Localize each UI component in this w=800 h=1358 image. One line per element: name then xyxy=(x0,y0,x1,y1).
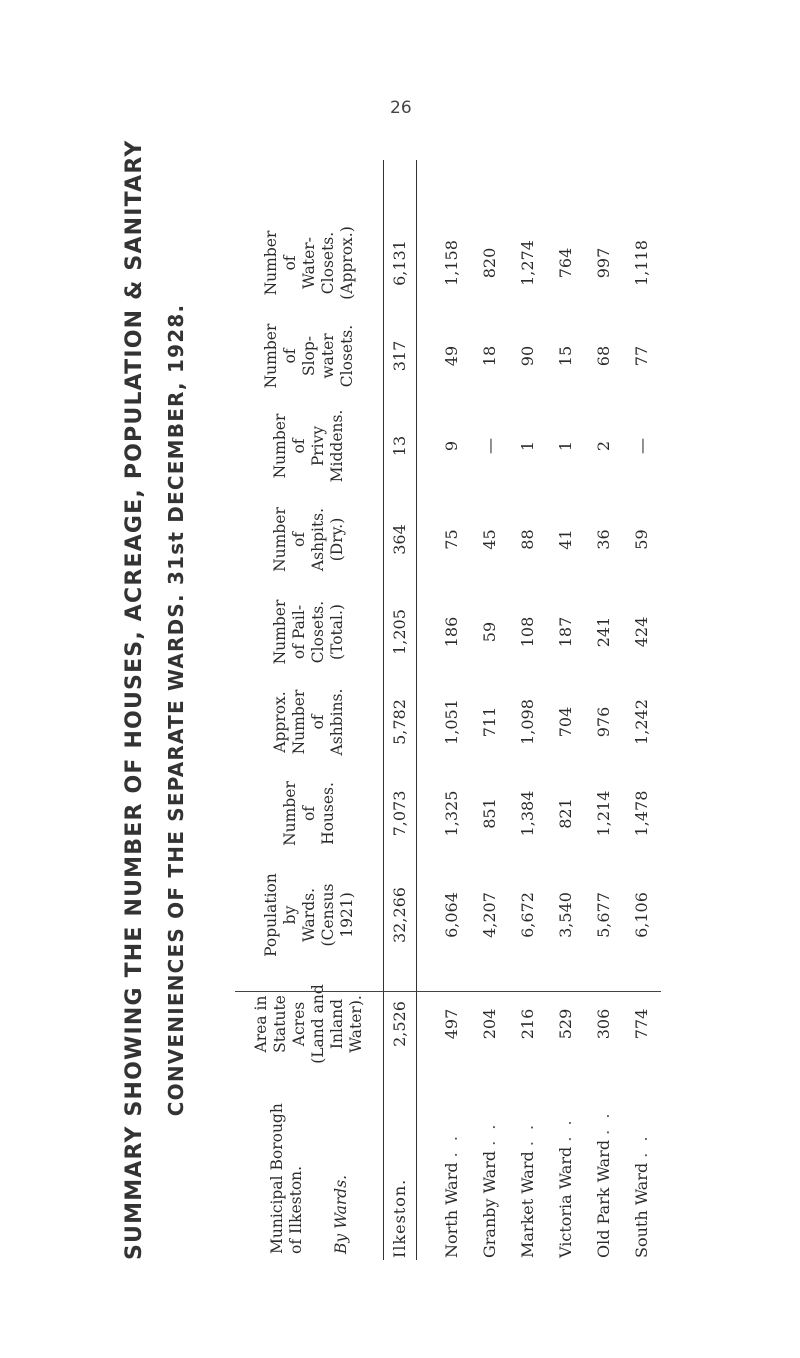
table-cell: 204 xyxy=(480,1008,499,1040)
table-cell: 6,672 xyxy=(518,892,537,938)
table-cell: 3,540 xyxy=(556,892,575,938)
table-cell: 317 xyxy=(390,340,409,372)
table-cell: 9 xyxy=(442,440,461,452)
page-number: 26 xyxy=(390,98,412,118)
table-row xyxy=(623,160,661,1260)
table-cell: 45 xyxy=(480,529,499,550)
ward-name: South Ward . . xyxy=(632,1133,651,1258)
table-cell: 59 xyxy=(632,529,651,550)
table-cell: 997 xyxy=(594,247,613,279)
column-divider xyxy=(235,991,661,992)
header-by-wards: By Wards. xyxy=(331,1174,350,1254)
header-houses: Number of Houses. xyxy=(280,781,337,846)
table-cell: 4,207 xyxy=(480,892,499,938)
table-cell: 5,677 xyxy=(594,892,613,938)
table-cell: 1,274 xyxy=(518,240,537,286)
table-cell: 1,118 xyxy=(632,240,651,286)
table-cell: 13 xyxy=(390,435,409,457)
table-cell: 704 xyxy=(556,706,575,738)
header-water-closets: Number of Water- Closets. (Approx.) xyxy=(261,226,356,300)
table-cell: — xyxy=(480,438,499,454)
header-borough: Municipal Borough of Ilkeston. By Wards. xyxy=(267,1103,350,1254)
table-cell: 186 xyxy=(442,616,461,648)
table-cell: 764 xyxy=(556,247,575,279)
table-cell: 1,205 xyxy=(390,609,409,655)
header-area: Area in Statute Acres (Land and Inland Water). xyxy=(252,984,365,1064)
table-cell: 49 xyxy=(442,345,461,367)
table-cell: 2 xyxy=(594,440,613,452)
table-cell: 88 xyxy=(518,529,537,550)
table-cell: 1,242 xyxy=(632,699,651,745)
totals-row xyxy=(383,160,417,1260)
table-cell: 108 xyxy=(518,616,537,648)
table-cell: 1,384 xyxy=(518,790,537,837)
table-cell: 1,158 xyxy=(442,240,461,286)
rotated-page xyxy=(0,139,651,1260)
table-cell: 241 xyxy=(594,616,613,648)
table-cell: 5,782 xyxy=(390,699,409,745)
header-population: Population by Wards. (Census 1921) xyxy=(261,873,356,957)
table-cell: 424 xyxy=(632,616,651,648)
table-cell: 6,131 xyxy=(390,240,409,286)
table-cell: 187 xyxy=(556,616,575,648)
table-row xyxy=(417,160,471,1260)
table-cell: 497 xyxy=(442,1008,461,1040)
table-cell: 41 xyxy=(556,529,575,550)
ward-name: Market Ward . . xyxy=(518,1121,537,1258)
table-cell: 1,214 xyxy=(594,790,613,837)
table-row xyxy=(547,160,585,1260)
table-cell: 216 xyxy=(518,1008,537,1040)
header-slop-water-closets: Number of Slop- water Closets. xyxy=(261,323,356,389)
header-privy-middens: Number of Privy Middens. xyxy=(271,409,346,483)
table-row xyxy=(471,160,509,1260)
summary-table xyxy=(235,160,661,1260)
table-cell: 77 xyxy=(632,345,651,367)
ward-name: North Ward . . xyxy=(442,1133,461,1258)
table-cell: 1 xyxy=(518,440,537,452)
table-cell: 15 xyxy=(556,345,575,367)
table-cell: 7,073 xyxy=(390,790,409,837)
table-cell: 1,478 xyxy=(632,790,651,837)
table-cell: 32,266 xyxy=(390,887,409,943)
table-cell: 711 xyxy=(480,706,499,738)
header-pail-closets: Number of Pail- Closets. (Total.) xyxy=(271,599,346,665)
table-cell: — xyxy=(632,438,651,454)
table-header xyxy=(235,160,383,1260)
table-cell: 1,325 xyxy=(442,790,461,837)
table-cell: 90 xyxy=(518,345,537,367)
table-row xyxy=(585,160,623,1260)
table-row xyxy=(509,160,547,1260)
table-cell: 2,526 xyxy=(390,1001,409,1047)
page-title: SUMMARY SHOWING THE NUMBER OF HOUSES, ACREAGE, POPULATION & SANITARY xyxy=(122,139,147,1260)
table-cell: 1,051 xyxy=(442,699,461,745)
table-cell: 851 xyxy=(480,798,499,829)
page-subtitle: CONVENIENCES OF THE SEPARATE WARDS. 31st DECEMBER, 1928. xyxy=(164,303,188,1117)
table-cell: 36 xyxy=(594,529,613,550)
table-cell: 1 xyxy=(556,440,575,452)
table-cell: 306 xyxy=(594,1008,613,1040)
table-cell: 59 xyxy=(480,621,499,643)
header-ashbins: Approx. Number of Ashbins. xyxy=(271,688,346,756)
table-cell: 18 xyxy=(480,345,499,367)
table-cell: 976 xyxy=(594,706,613,738)
table-cell: 6,106 xyxy=(632,892,651,938)
table-cell: 6,064 xyxy=(442,892,461,938)
table-cell: 75 xyxy=(442,529,461,550)
table-cell: 1,098 xyxy=(518,699,537,745)
table-cell: 774 xyxy=(632,1008,651,1040)
ward-name: Granby Ward . . xyxy=(480,1121,499,1258)
table-cell: 364 xyxy=(390,524,409,555)
table-cell: 821 xyxy=(556,798,575,829)
ward-name: Victoria Ward . . xyxy=(556,1117,575,1258)
totals-label: Ilkeston. xyxy=(390,1178,409,1258)
header-ashpits: Number of Ashpits. (Dry.) xyxy=(271,507,346,572)
table-cell: 68 xyxy=(594,345,613,367)
ward-name: Old Park Ward . . xyxy=(594,1110,613,1258)
table-cell: 820 xyxy=(480,247,499,279)
table-cell: 529 xyxy=(556,1008,575,1040)
